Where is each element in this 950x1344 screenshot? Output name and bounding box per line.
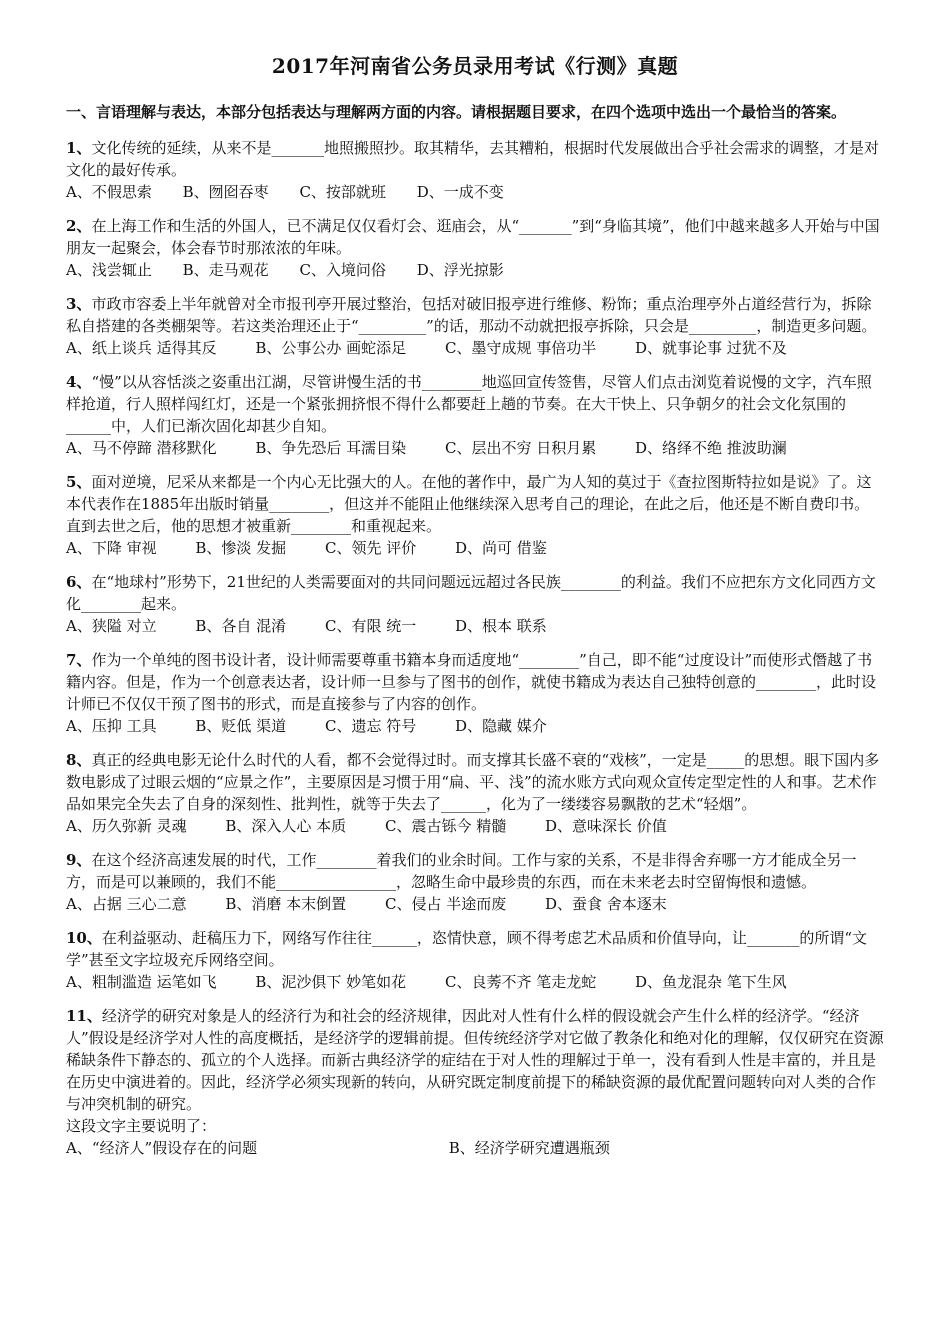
question-prompt: 这段文字主要说明了： (66, 1117, 217, 1135)
option-d: D、根本 联系 (455, 617, 547, 635)
option-b: B、各自 混淆 (195, 617, 287, 635)
option-c: C、遗忘 符号 (324, 717, 417, 735)
option-a: A、马不停蹄 潜移默化 (66, 439, 217, 457)
option-b: B、公事公办 画蛇添足 (255, 339, 407, 357)
option-b: B、深入人心 本质 (225, 817, 347, 835)
option-a: A、压抑 工具 (66, 717, 157, 735)
question-1 (66, 137, 884, 203)
option-c: C、按部就班 (299, 183, 386, 201)
question-text: 在“地球村”形势下，21世纪的人类需要面对的共同问题远远超过各民族________的利益。我们不应把东方文化同西方文化________起来。 (66, 573, 876, 613)
option-a: A、占据 三心二意 (66, 895, 187, 913)
question-text: 在这个经济高速发展的时代，工作________着我们的业余时间。工作与家的关系，不是非得舍弃哪一方才能成全另一方，而是可以兼顾的，我们不能________________，忽略生命中最珍贵的东西，而在未来老去时空留悔恨和遗憾。 (66, 851, 857, 891)
question-text: 作为一个单纯的图书设计者，设计师需要尊重书籍本身而适度地“________”自己，即不能“过度设计”而使形式僭越了书籍内容。但是，作为一个创意表达者，设计师一旦参与了图书的创作，就使书籍成为表达自己独特创意的________，此时设计师已不仅仅干预了图书的形式，而是直接参与了内容的创作。 (66, 651, 877, 713)
question-number: 10、 (66, 929, 102, 947)
page-title: 2017年河南省公务员录用考试《行测》真题 (271, 54, 679, 78)
question-number: 11、 (66, 1007, 102, 1025)
option-b: B、惨淡 发掘 (195, 539, 287, 557)
option-a: A、“经济人”假设存在的问题 (66, 1139, 258, 1157)
option-a: A、下降 审视 (66, 539, 157, 557)
option-b: B、争先恐后 耳濡目染 (255, 439, 407, 457)
options-row (66, 337, 884, 359)
question-2 (66, 215, 884, 281)
question-stem (66, 471, 884, 537)
question-7 (66, 649, 884, 737)
option-a: A、历久弥新 灵魂 (66, 817, 187, 835)
question-stem (66, 371, 884, 437)
option-d: D、络绎不绝 推波助澜 (635, 439, 787, 457)
question-number: 8、 (66, 751, 92, 769)
question-stem (66, 927, 884, 971)
option-c: C、良莠不齐 笔走龙蛇 (444, 973, 597, 991)
question-stem (66, 571, 884, 615)
options-row (66, 893, 884, 915)
question-stem (66, 137, 884, 181)
option-b: B、经济学研究遭遇瓶颈 (448, 1139, 610, 1157)
option-d: D、蚕食 舍本逐末 (545, 895, 667, 913)
question-4 (66, 371, 884, 459)
question-stem (66, 1005, 884, 1115)
option-d: D、就事论事 过犹不及 (635, 339, 787, 357)
question-stem (66, 293, 884, 337)
options-row (66, 615, 884, 637)
question-text: 面对逆境，尼采从来都是一个内心无比强大的人。在他的著作中，最广为人知的莫过于《查拉图斯特拉如是说》了。这本代表作在1885年出版时销量________，但这并不能阻止他继续深入思考自己的理论，在此之后，他还是不断自费印书。直到去世之后，他的思想才被重新________和重视起来。 (66, 473, 872, 535)
question-number: 4、 (66, 373, 92, 391)
option-b: B、囫囵吞枣 (182, 183, 269, 201)
question-stem (66, 649, 884, 715)
option-b: B、消磨 本末倒置 (225, 895, 347, 913)
options-row (66, 715, 884, 737)
question-number: 7、 (66, 651, 92, 669)
question-text: 文化传统的延续，从来不是_______地照搬照抄。取其精华，去其糟粕，根据时代发展做出合乎社会需求的调整，才是对文化的最好传承。 (66, 139, 879, 179)
question-number: 3、 (66, 295, 92, 313)
option-a: A、粗制滥造 运笔如飞 (66, 973, 217, 991)
options-row (66, 437, 884, 459)
question-number: 5、 (66, 473, 92, 491)
question-10 (66, 927, 884, 993)
option-d: D、浮光掠影 (416, 261, 504, 279)
question-text: 经济学的研究对象是人的经济行为和社会的经济规律，因此对人性有什么样的假设就会产生什么样的经济学。“经济人”假设是经济学对人性的高度概括，是经济学的逻辑前提。但传统经济学对它做了教条化和绝对化的理解，仅仅研究在资源稀缺条件下静态的、孤立的个人选择。而新古典经济学的症结在于对人性的理解过于单一，没有看到人性是丰富的，并且是在历史中演进着的。因此，经济学必须实现新的转向，从研究既定制度前提下的稀缺资源的最优配置问题转向对人类的合作与冲突机制的研究。 (66, 1007, 884, 1113)
option-d: D、鱼龙混杂 笔下生风 (635, 973, 787, 991)
question-stem (66, 849, 884, 893)
option-a: A、浅尝辄止 (66, 261, 152, 279)
option-a: A、不假思索 (66, 183, 152, 201)
options-row (66, 815, 884, 837)
question-6 (66, 571, 884, 637)
option-a: A、纸上谈兵 适得其反 (66, 339, 217, 357)
option-b: B、泥沙俱下 妙笔如花 (255, 973, 407, 991)
option-c: C、入境问俗 (299, 261, 386, 279)
question-number: 2、 (66, 217, 92, 235)
question-text: 市政市容委上半年就曾对全市报刊亭开展过整治，包括对破旧报亭进行维修、粉饰；重点治理亭外占道经营行为，拆除私自搭建的各类棚架等。若这类治理还止于“_________”的话，那动不动就把报亭拆除，只会是_________，制造更多问题。 (66, 295, 877, 335)
question-number: 6、 (66, 573, 92, 591)
option-d: D、隐藏 媒介 (455, 717, 547, 735)
options-row (66, 1137, 884, 1159)
option-c: C、震古铄今 精髓 (384, 817, 507, 835)
options-row (66, 537, 884, 559)
question-stem (66, 215, 884, 259)
option-c: C、侵占 半途而废 (384, 895, 507, 913)
option-c: C、有限 统一 (324, 617, 417, 635)
question-8 (66, 749, 884, 837)
option-c: C、领先 评价 (324, 539, 417, 557)
option-a: A、狭隘 对立 (66, 617, 157, 635)
question-3 (66, 293, 884, 359)
question-text: 真正的经典电影无论什么时代的人看，都不会觉得过时。而支撑其长盛不衰的“戏核”，一定是_____的思想。眼下国内多数电影成了过眼云烟的“应景之作”，主要原因是习惯于用“扁、平、浅”的流水账方式向观众宣传定型定性的人和事。艺术作品如果完全失去了自身的深刻性、批判性，就等于失去了______，化为了一缕缕容易飘散的艺术“轻烟”。 (66, 751, 880, 813)
option-c: C、墨守成规 事倍功半 (444, 339, 597, 357)
options-row (66, 971, 884, 993)
question-stem (66, 749, 884, 815)
question-number: 9、 (66, 851, 92, 869)
option-d: D、意味深长 价值 (545, 817, 667, 835)
option-b: B、贬低 渠道 (195, 717, 287, 735)
question-text: “慢”以从容恬淡之姿重出江湖，尽管讲慢生活的书________地巡回宣传签售，尽管人们点击浏览着说慢的文字，汽车照样抢道，行人照样闯红灯，还是一个紧张拥挤恨不得什么都要赶上趟的节奏。在大干快上、只争朝夕的社会文化氛围的______中，人们已渐次固化却甚少自知。 (66, 373, 872, 435)
question-11 (66, 1005, 884, 1159)
question-text: 在上海工作和生活的外国人，已不满足仅仅看灯会、逛庙会，从“_______”到“身临其境”，他们中越来越多人开始与中国朋友一起聚会，体会春节时那浓浓的年味。 (66, 217, 880, 257)
question-text: 在利益驱动、赶稿压力下，网络写作往往______，恣情快意，顾不得考虑艺术品质和价值导向，让_______的所谓“文学”甚至文字垃圾充斥网络空间。 (66, 929, 868, 969)
question-5 (66, 471, 884, 559)
options-row (66, 259, 884, 281)
section-instructions: 一、言语理解与表达，本部分包括表达与理解两方面的内容。请根据题目要求，在四个选项中选出一个最恰当的答案。 (66, 103, 847, 121)
question-number: 1、 (66, 139, 92, 157)
question-9 (66, 849, 884, 915)
option-d: D、尚可 借鉴 (455, 539, 547, 557)
option-d: D、一成不变 (416, 183, 504, 201)
options-row (66, 181, 884, 203)
option-b: B、走马观花 (182, 261, 269, 279)
option-c: C、层出不穷 日积月累 (444, 439, 597, 457)
